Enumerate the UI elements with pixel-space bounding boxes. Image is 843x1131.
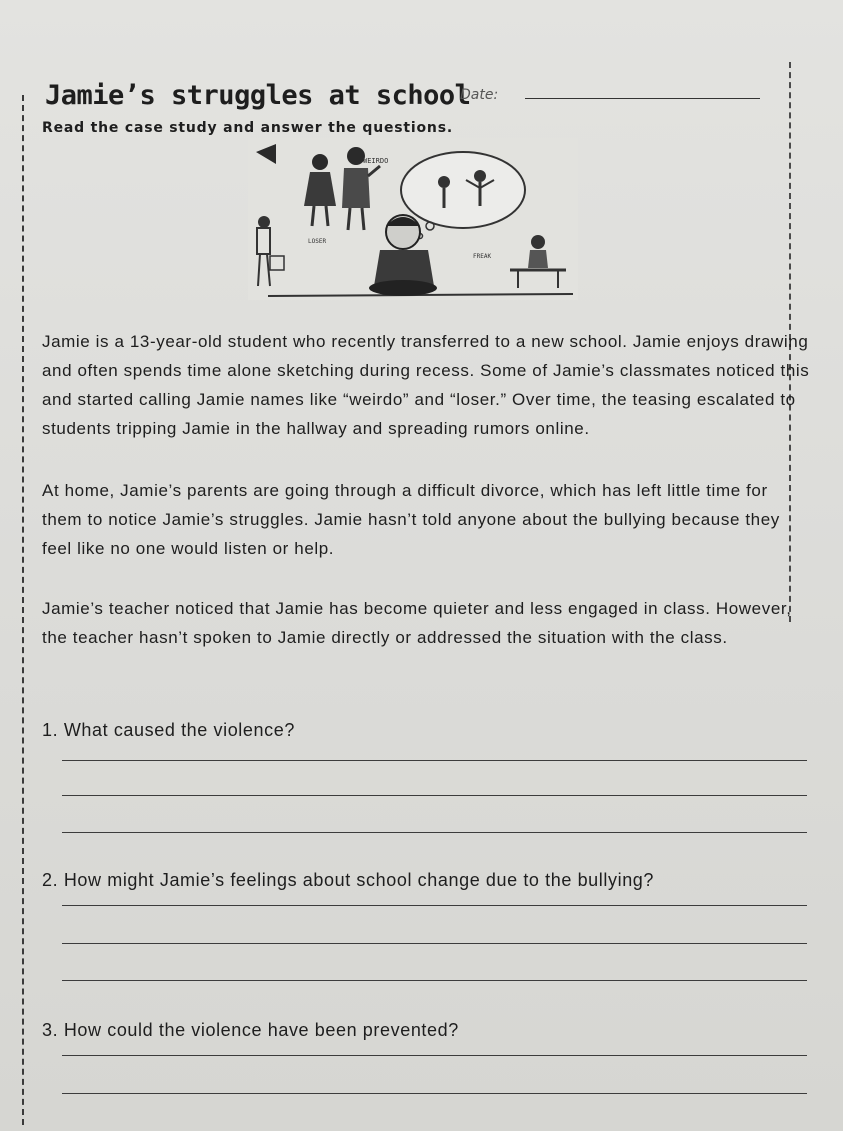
story-paragraph-3: Jamie’s teacher noticed that Jamie has become quieter and less engaged in class. However, the teacher hasn’t spoken to Jamie directly or addressed the situation with the class. <box>42 599 792 647</box>
answer-line[interactable] <box>62 832 807 833</box>
label-loser: LOSER <box>308 238 327 245</box>
label-weirdo: WEIRDO <box>363 157 389 165</box>
worksheet-title: Jamie’s struggles at school <box>45 80 471 111</box>
answer-line[interactable] <box>62 1093 807 1094</box>
date-answer-line[interactable] <box>525 98 760 99</box>
story-paragraph-1: Jamie is a 13-year-old student who recently transferred to a new school. Jamie enjoys drawing and often spends time alone sketching during recess. Some of Jamie’s classmates noticed this and started calling Jamie names like “weirdo” and “loser.” Over time, the teasing escalated to students tripping Jamie in the hallway and spreading rumors online. <box>42 332 810 438</box>
instructions: Read the case study and answer the questions. <box>42 120 453 136</box>
label-freak: FREAK <box>473 253 492 260</box>
bullying-illustration <box>248 138 578 300</box>
answer-line[interactable] <box>62 795 807 796</box>
answer-line[interactable] <box>62 1055 807 1056</box>
question-2: 2. How might Jamie’s feelings about school change due to the bullying? <box>42 870 655 890</box>
question-3: 3. How could the violence have been prevented? <box>42 1020 459 1040</box>
answer-line[interactable] <box>62 760 807 761</box>
answer-line[interactable] <box>62 980 807 981</box>
story-paragraph-2: At home, Jamie’s parents are going through a difficult divorce, which has left little time for them to notice Jamie’s struggles. Jamie hasn’t told anyone about the bullying because they feel like no one would listen or help. <box>42 481 780 558</box>
left-margin-guide <box>22 95 24 1125</box>
question-1: 1. What caused the violence? <box>42 720 295 740</box>
answer-line[interactable] <box>62 943 807 944</box>
answer-line[interactable] <box>62 905 807 906</box>
date-label: Date: <box>460 87 499 103</box>
